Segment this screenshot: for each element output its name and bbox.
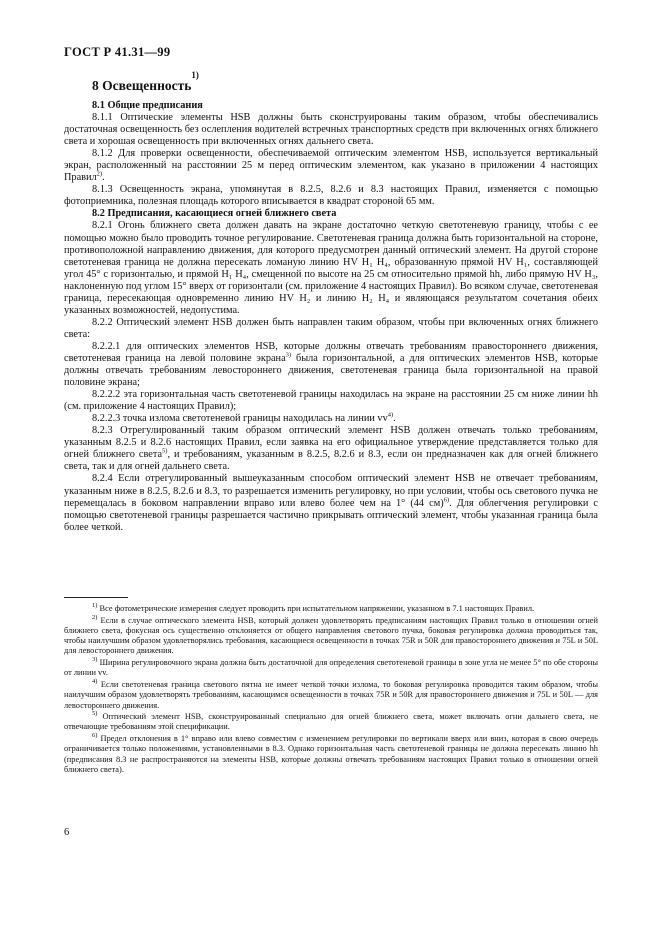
paragraph-8-2-2-3: 8.2.2.3 точка излома светотеневой границы находилась на линии $vv^{4)}$. — [92, 411, 396, 425]
paragraph-8-2-4: 8.2.4 Если отрегулированный вышеуказанным способом оптический элемент HSB не отвечает требованиям, указанным ниже в 8.2.5, 8.2.6 и 8.3, то разрешается изменить регулировку, но при условии, чтобы ось светового пучка не перемещалась в боковом направлении вправо или влево более чем на 1° (44 см)$^{6)}$. Для облегчения регулировки с помощью светотеневой границы разрешается частично прикрывать оптический элемент, чтобы указанная граница была более четкой. — [64, 473, 598, 533]
footnote-ref-3: 3) — [285, 351, 292, 359]
footnote: $^{4)}$ Если светотеневая граница светового пятна не имеет четкой точки излома, то боковая регулировка проводится таким образом, чтобы наилучшим образом удовлетворять требованиям, касающимся освещенности в точках 75R и 50R для правостороннего движения и 75L и 50L — для левостороннего движения. — [64, 678, 599, 710]
section-title — [92, 70, 598, 94]
paragraph-8-1-2: 8.1.2 Для проверки освещенности, обеспечиваемой оптическим элементом HSB, используется вертикальный экран, расположенный на расстоянии 25 м перед оптическим элементом, как указано в приложении 4 настоящих Правил$^{2)}$. — [64, 148, 598, 184]
subsection-8-1-heading: 8.1 Общие предписания — [92, 100, 203, 111]
footnote-separator — [64, 597, 128, 598]
main-text — [64, 70, 598, 534]
footnote: $^{3)}$ Ширина регулировочного экрана должна быть достаточной для определения светотеневой границы в зоне угла не менее 5° по обе стороны от линии vv. — [64, 656, 598, 678]
page-number: 6 — [64, 827, 70, 838]
paragraph-8-2-2-2: 8.2.2.2 эта горизонтальная часть светотеневой границы находилась на экране на расстоянии 25 см ниже линии hh (см. приложение 4 настоящих Правил); — [64, 389, 598, 413]
paragraph-8-1-1: 8.1.1 Оптические элементы HSB должны быть сконструированы таким образом, чтобы обеспечивались достаточная освещенность без ослепления водителей встречных транспортных средств при включенных огнях ближнего света и хорошая освещенность при включенных огнях дальнего света. — [64, 112, 598, 148]
paragraph-8-2-2: 8.2.2 Оптический элемент HSB должен быть направлен таким образом, чтобы при включенных огнях ближнего света: — [64, 316, 598, 340]
paragraph-8-2-2-1: 8.2.2.1 для оптических элементов HSB, которые должны отвечать требованиям правостороннего движения, светотеневая граница на левой половине экрана$^{3)}$ была горизонтальной, а для оптических элементов HSB, которые должны отвечать требованиям левостороннего движения, светотеневая граница была горизонтальной на правой половине экрана; — [64, 340, 598, 389]
footnote-ref-2: 2) — [96, 170, 103, 178]
footnote: $^{2)}$ Если в случае оптического элемента HSB, который должен удовлетворять предписаниям настоящих Правил только в отношении огней ближнего света, фокусная ось существенно отклоняется от общего направления светового пучка, боковая регулировка должна проводиться так, чтобы наилучшим образом удовлетворялись требования, касающиеся освещенности в точках 75R и 50R для правостороннего движения и 75L и 50L для левостороннего движения. — [64, 613, 599, 656]
standard-designation: ГОСТ Р 41.31—99 — [64, 45, 171, 59]
footnote-ref-5: 5) — [162, 447, 168, 455]
footnote: $^{5)}$ Оптический элемент HSB, сконструированный специально для огней ближнего света, может включать огни дальнего света, не отвечающие требованиям этой спецификации. — [64, 710, 598, 732]
footnote-ref-4: 4) — [387, 411, 394, 419]
footnote: $^{1)}$ Все фотометрические измерения следует проводить при испытательном напряжении, указанном в 7.1 настоящих Правил. — [92, 602, 535, 613]
paragraph-8-2-3: 8.2.3 Отрегулированный таким образом оптический элемент HSB должен отвечать только требованиям, указанным 8.2.5 и 8.2.6 настоящих Правил, если заявка на его официальное утверждение представляется только для огней ближнего света$^{5)}$, и требованиям, указанным в 8.2.5, 8.2.6 и 8.3, если он предназначен как для огней ближнего света, так и для огней дальнего света. — [64, 425, 598, 473]
paragraph-8-1-3: 8.1.3 Освещенность экрана, упомянутая в 8.2.5, 8.2.6 и 8.3 настоящих Правил, изменяется с помощью фотоприемника, полезная площадь которого вписывается в квадрат стороной 65 мм. — [64, 184, 598, 208]
footnote: $^{6)}$ Предел отклонения в 1° вправо или влево совместим с изменением регулировки по вертикали вверх или вниз, которая в свою очередь ограничивается только положениями, установленными в 8.3. Однако горизонтальная часть светотеневой границы не должна пересекать линию hh (предписания 8.3 не распространяются на элементы HSB, которые должны отвечать требованиям настоящих Правил только в отношении огней ближнего света). — [64, 732, 599, 774]
paragraph-8-2-1: 8.2.1 Огонь ближнего света должен давать на экране достаточно четкую светотеневую границу, чтобы с ее помощью можно было проводить точное регулирование. Светотеневая граница должна быть горизонтальной на стороне, противоположной направлению движения, для которого предусмотрен данный оптический элемент. На другой стороне светотеневая граница не должна пересекать ломаную линию HV H₁ H₄, образованную прямой HV H₁, составляющей угол 45° с горизонталью, и прямой H₁ H₄, смещенной по высоте на 25 см относительно прямой hh, либо прямую HV H₃, наклоненную под углом 15° вверх от горизонтали (см. приложение 4 настоящих Правил). Во всяком случае, светотеневая граница, пересекающая одновременно линию HV H₂ и линию H₂ H₄ и являющаяся результатом сочетания обеих указанных возможностей, недопустима. — [64, 220, 598, 316]
footnote-ref-6: 6) — [443, 496, 450, 504]
footnotes — [64, 604, 598, 777]
footnote-ref-1: 1) — [191, 70, 199, 80]
subsection-8-2-heading: 8.2 Предписания, касающиеся огней ближнего света — [92, 208, 337, 220]
section-title-text: 8 Освещенность — [92, 78, 192, 93]
